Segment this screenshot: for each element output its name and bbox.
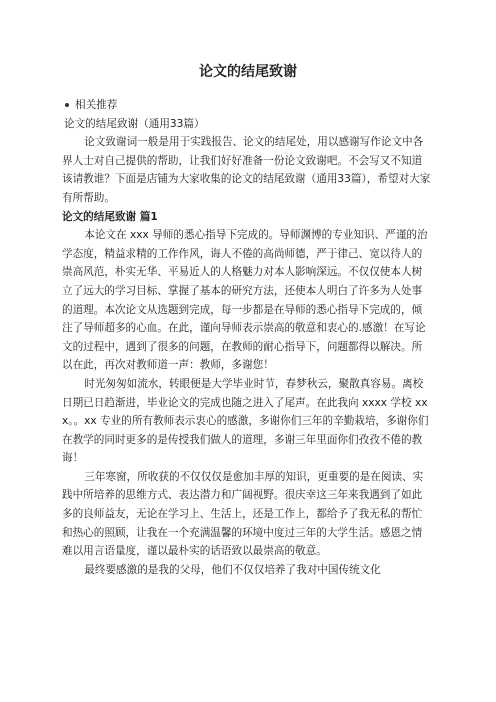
section-heading: 论文的结尾致谢 篇1 [62,210,158,223]
body-paragraph: 时光匆匆如流水，转眼便是大学毕业时节，春梦秋云，聚散真容易。离校日期已日趋渐进，毕业论文的完成也随之进入了尾声。在此我向 xxxx 学校 xxx。。xx 专业的所有教师表示衷心的感激，多谢你们三年的辛勤栽培，多谢你们在教学的同时更多的是传授我们做人的道理，多谢三年里面你们孜孜不倦的教诲！ [62,377,429,465]
document-body [62,96,432,579]
body-paragraph: 三年寒窗，所收获的不仅仅仅是愈加丰厚的知识，更重要的是在阅读、实践中所培养的思维方式、表达潜力和广阔视野。很庆幸这三年来我遇到了如此多的良师益友，无论在学习上、生活上，还是工作上，都给予了我无私的帮忙和热心的照顾，让我在一个充满温馨的环境中度过三年的大学生活。感恩之情难以用言语量度，谨以最朴实的话语致以最崇高的敬意。 [62,470,424,558]
related-label: 相关推荐 [75,99,118,111]
document-subtitle: 论文的结尾致谢（通用33篇） [64,117,205,130]
related-link[interactable] [62,96,432,115]
body-paragraph: 最终要感激的是我的父母，他们不仅仅培养了我对中国传统文化 [84,563,381,576]
body-paragraph: 本论文在 xxx 导师的悉心指导下完成的。导师渊博的专业知识、严谨的治学态度，精益求精的工作作风，诲人不倦的高尚师德，严于律己、宽以待人的崇高风范，朴实无华、平易近人的人格魅力对本人影响深远。不仅仅使本人树立了远大的学习目标、掌握了基本的研究方法，还使本人明白了许多为人处事的道理。本次论文从选题到完成，每一步都是在导师的悉心指导下完成的，倾注了导师超多的心血。在此，谨向导师表示崇高的敬意和衷心的.感激！在写论文的过程中，遇到了很多的问题，在教师的耐心指导下，问题都得以解决。所以在此，再次对教师道一声：教师，多谢您！ [62,229,428,372]
intro-paragraph: 论文致谢词一般是用于实践报告、论文的结尾处，用以感谢写作论文中各界人士对自己提供的帮助，让我们好好准备一份论文致谢吧。不会写又不知道该请教谁？下面是店铺为大家收集的论文的结尾致谢（通用33篇），希望对大家有所帮助。 [62,136,431,204]
bullet-icon [65,103,69,107]
page-title: 论文的结尾致谢 [199,64,297,80]
